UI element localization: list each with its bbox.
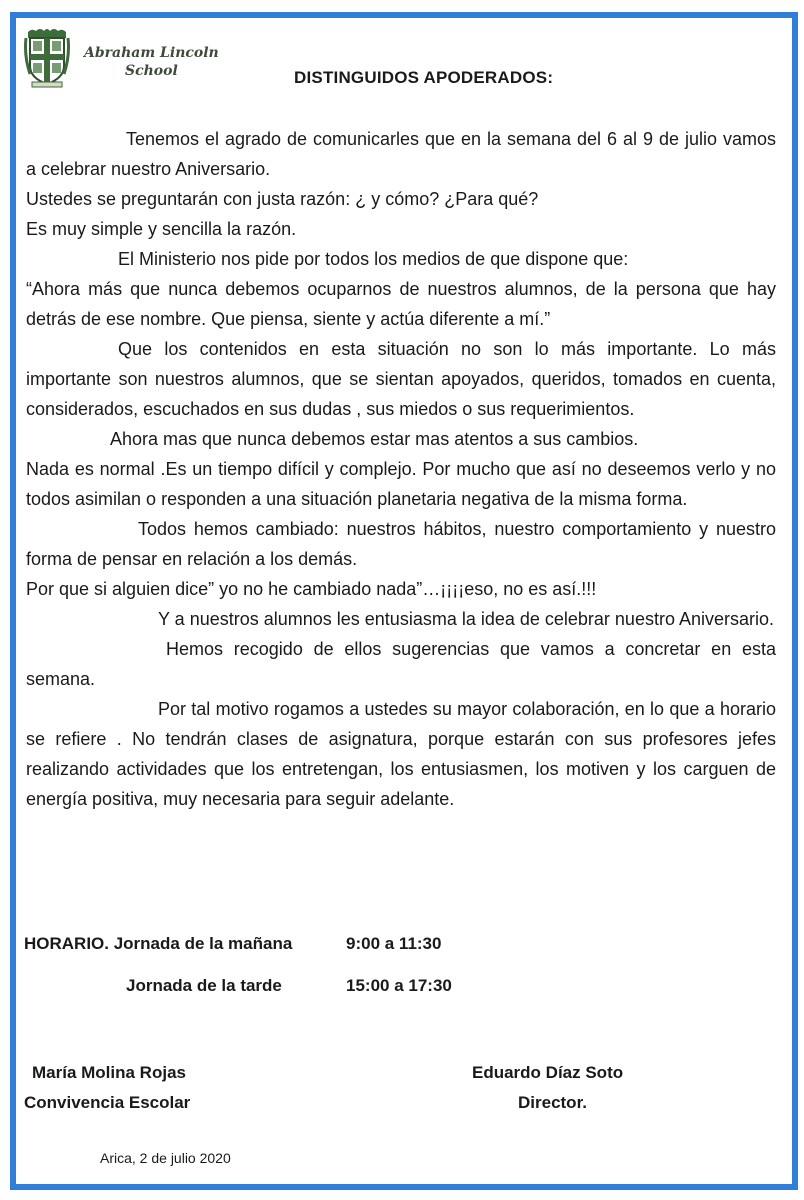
school-name-line2: School (124, 63, 178, 79)
paragraph-entusiasma: Y a nuestros alumnos les entusiasma la idea de celebrar nuestro Aniversario. (158, 609, 775, 629)
school-name (84, 44, 219, 80)
paragraph-alguien: Por que si alguien dice” yo no he cambiado nada”…¡¡¡¡eso, no es así.!!! (26, 579, 597, 599)
paragraph-intro: Tenemos el agrado de comunicarles que en la semana del 6 al 9 de julio vamos a celebrar nuestro Aniversario. (26, 129, 776, 179)
schedule-morning-label: HORARIO. Jornada de la mañana (24, 934, 293, 953)
school-name-line1: Abraham Lincoln (84, 45, 219, 61)
place-date: Arica, 2 de julio 2020 (100, 1150, 231, 1166)
paragraph-contenidos: Que los contenidos en esta situación no son lo más importante. Lo más importante son nuestros alumnos, que se sientan apoyados, queridos, tomados en cuenta, considerados, escuchados en sus dudas , sus miedos o sus requerimientos. (26, 339, 776, 419)
signature-left (24, 1058, 191, 1118)
signature-right-name: Eduardo Díaz Soto (472, 1063, 624, 1082)
paragraph-sugerencias: Hemos recogido de ellos sugerencias que vamos a concretar en esta semana. (26, 639, 776, 689)
signature-left-role: Convivencia Escolar (24, 1093, 191, 1112)
paragraph-atentos: Ahora mas que nunca debemos estar mas atentos a sus cambios. (110, 429, 639, 449)
paragraph-normal: Nada es normal .Es un tiempo difícil y complejo. Por mucho que así no deseemos verlo y no todos asimilan o responden a una situación planetaria negativa de la misma forma. (26, 459, 776, 509)
paragraph-cambiado: Todos hemos cambiado: nuestros hábitos, nuestro comportamiento y nuestro forma de pensar en relación a los demás. (26, 519, 776, 569)
school-crest-icon (24, 26, 70, 88)
paragraph-simple: Es muy simple y sencilla la razón. (26, 219, 297, 239)
signature-left-name: María Molina Rojas (32, 1063, 186, 1082)
signature-right-role: Director. (518, 1093, 587, 1112)
schedule-afternoon-label: Jornada de la tarde (126, 976, 282, 995)
page-title: DISTINGUIDOS APODERADOS: (294, 68, 554, 87)
paragraph-horario: Por tal motivo rogamos a ustedes su mayor colaboración, en lo que a horario se refiere . No tendrán clases de asignatura, porque estarán con sus profesores jefes realizando actividades que los entretengan, los entusiasmen, los motiven y los carguen de energía positiva, muy necesaria para seguir adelante. (26, 699, 776, 809)
letter-body (26, 124, 776, 814)
schedule-morning-time: 9:00 a 11:30 (346, 934, 442, 953)
signature-right (472, 1058, 623, 1118)
paragraph-ministerio: El Ministerio nos pide por todos los medios de que dispone que: (118, 249, 629, 269)
paragraph-quote: “Ahora más que nunca debemos ocuparnos de nuestros alumnos, de la persona que hay detrás de ese nombre. Que piensa, siente y actúa diferente a mí.” (26, 279, 776, 329)
schedule-afternoon-time: 15:00 a 17:30 (346, 976, 452, 995)
paragraph-question: Ustedes se preguntarán con justa razón: ¿ y cómo? ¿Para qué? (26, 189, 539, 209)
